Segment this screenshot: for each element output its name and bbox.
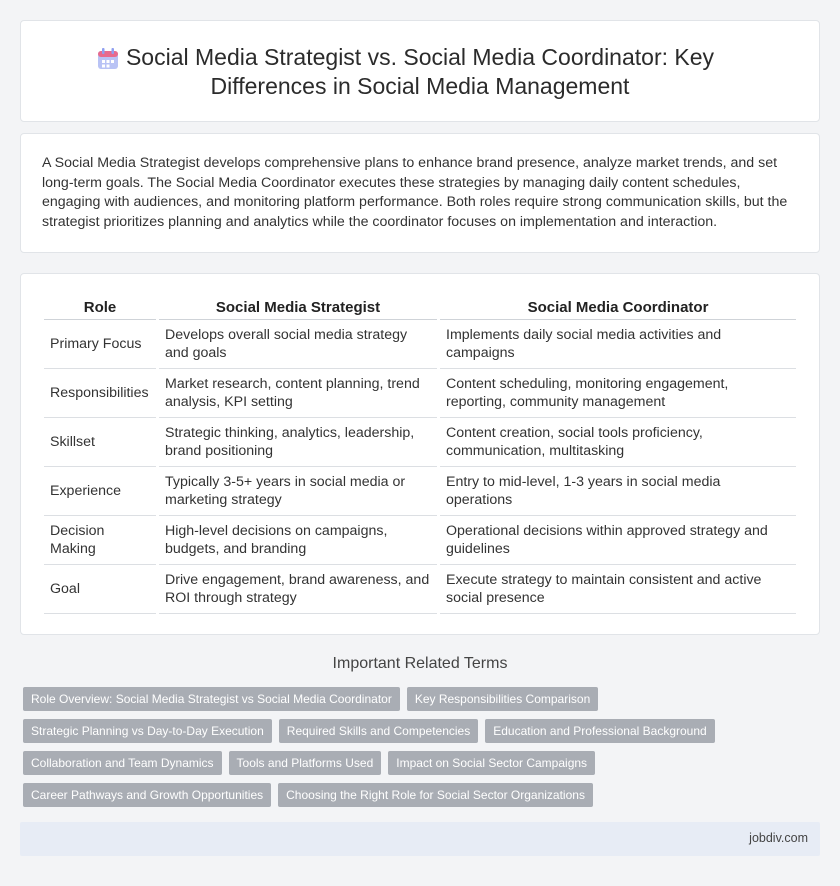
- table-row: [44, 467, 796, 516]
- strategist-cell: Market research, content planning, trend analysis, KPI setting: [159, 369, 437, 418]
- related-terms-list: [23, 687, 723, 815]
- related-term-link[interactable]: Collaboration and Team Dynamics: [23, 751, 222, 775]
- table-row: [44, 516, 796, 565]
- related-term-link[interactable]: Required Skills and Competencies: [279, 719, 478, 743]
- table-row: [44, 369, 796, 418]
- related-term-link[interactable]: Strategic Planning vs Day-to-Day Execution: [23, 719, 272, 743]
- comparison-table: [41, 294, 799, 614]
- page-title: Social Media Strategist vs. Social Media Coordinator: Key Differences in Social Media Management: [125, 44, 715, 99]
- coordinator-cell: Operational decisions within approved strategy and guidelines: [440, 516, 796, 565]
- related-term-link[interactable]: Role Overview: Social Media Strategist vs Social Media Coordinator: [23, 687, 400, 711]
- table-row: [44, 320, 796, 369]
- related-term-link[interactable]: Key Responsibilities Comparison: [407, 687, 598, 711]
- column-header-role: Role: [44, 294, 156, 320]
- strategist-cell: Strategic thinking, analytics, leadership, brand positioning: [159, 418, 437, 467]
- intro-paragraph: A Social Media Strategist develops comprehensive plans to enhance brand presence, analyze market trends, and set long-term goals. The Social Media Coordinator executes these strategies by managing daily content schedules, engaging with audiences, and monitoring platform performance. Both roles require strong communication skills, but the strategist prioritizes planning and analytics while the coordinator focuses on implementation and interaction.: [42, 155, 788, 230]
- coordinator-cell: Entry to mid-level, 1-3 years in social media operations: [440, 467, 796, 516]
- coordinator-cell: Execute strategy to maintain consistent and active social presence: [440, 565, 796, 614]
- coordinator-cell: Implements daily social media activities and campaigns: [440, 320, 796, 369]
- row-label: Goal: [44, 565, 156, 614]
- table-row: [44, 565, 796, 614]
- footer: [20, 822, 820, 856]
- column-header-coordinator: Social Media Coordinator: [440, 294, 796, 320]
- row-label: Experience: [44, 467, 156, 516]
- strategist-cell: Typically 3-5+ years in social media or marketing strategy: [159, 467, 437, 516]
- row-label: Responsibilities: [44, 369, 156, 418]
- strategist-cell: High-level decisions on campaigns, budgets, and branding: [159, 516, 437, 565]
- related-terms-title: Important Related Terms: [332, 655, 508, 672]
- title-card: [20, 20, 820, 122]
- column-header-strategist: Social Media Strategist: [159, 294, 437, 320]
- related-term-link[interactable]: Choosing the Right Role for Social Sector Organizations: [278, 783, 593, 807]
- table-row: [44, 418, 796, 467]
- footer-site-link[interactable]: jobdiv.com: [749, 831, 808, 845]
- related-term-link[interactable]: Tools and Platforms Used: [229, 751, 382, 775]
- related-term-link[interactable]: Career Pathways and Growth Opportunities: [23, 783, 271, 807]
- table-header-row: [44, 294, 796, 320]
- row-label: Decision Making: [44, 516, 156, 565]
- row-label: Skillset: [44, 418, 156, 467]
- intro-card: [20, 133, 820, 253]
- related-term-link[interactable]: Impact on Social Sector Campaigns: [388, 751, 595, 775]
- comparison-table-card: [20, 273, 820, 635]
- strategist-cell: Develops overall social media strategy and goals: [159, 320, 437, 369]
- related-term-link[interactable]: Education and Professional Background: [485, 719, 714, 743]
- row-label: Primary Focus: [44, 320, 156, 369]
- coordinator-cell: Content scheduling, monitoring engagement, reporting, community management: [440, 369, 796, 418]
- coordinator-cell: Content creation, social tools proficiency, communication, multitasking: [440, 418, 796, 467]
- strategist-cell: Drive engagement, brand awareness, and ROI through strategy: [159, 565, 437, 614]
